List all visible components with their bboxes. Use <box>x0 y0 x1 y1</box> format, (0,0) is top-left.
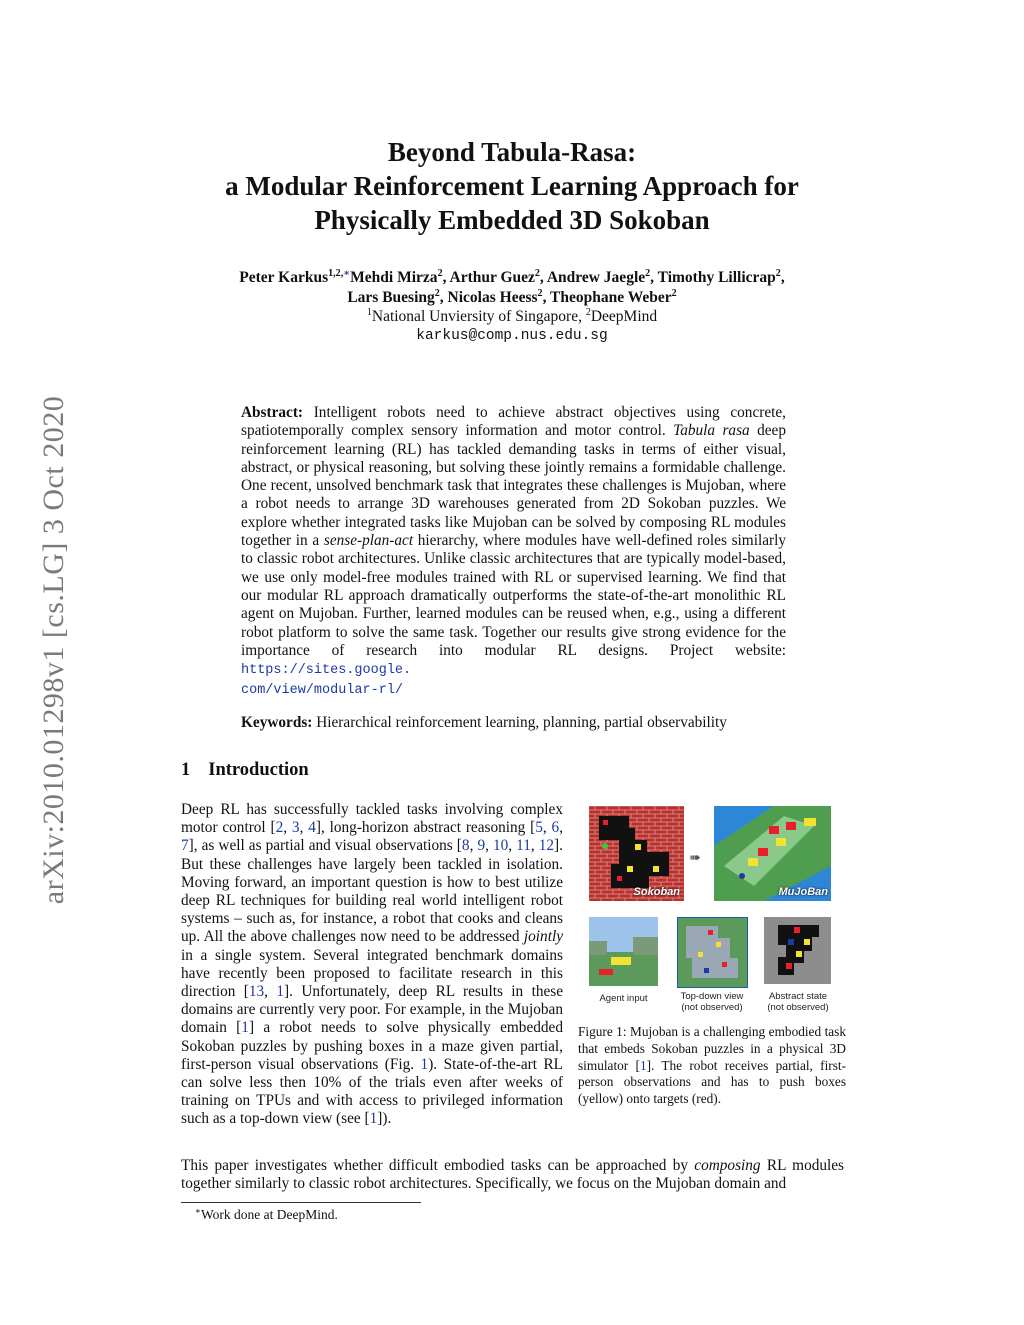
sep: , <box>283 819 292 837</box>
footnote-mark: ∗ <box>195 1205 201 1216</box>
abstract-text: Intelligent robots need to achieve abstract objectives using concrete, spatiotemporally complex sensory information and motor control. <box>241 404 786 440</box>
intro-emphasis: jointly <box>523 928 563 946</box>
agent-input-image <box>589 917 658 986</box>
author-sup: 2 <box>434 287 440 299</box>
intro-text: ]). <box>377 1110 392 1128</box>
affiliation-1: National Unviersity of Singapore, <box>371 308 586 325</box>
citation-link[interactable]: 13 <box>248 983 265 1001</box>
citation-link[interactable]: 1 <box>241 1019 249 1037</box>
keywords-label: Keywords: <box>241 714 313 731</box>
citation-link[interactable]: 8 <box>461 837 470 855</box>
citation-link[interactable]: 9 <box>477 837 486 855</box>
figure-link[interactable]: 1 <box>420 1055 429 1073</box>
paper-title-line-2: a Modular Reinforcement Learning Approach for <box>225 171 799 201</box>
figure-1 <box>578 800 848 1020</box>
agent-input-panel <box>589 917 658 986</box>
figure-caption <box>578 1024 846 1108</box>
caption-text: ]. The robot receives partial, first-person observations and has to push boxes (yellow) onto targets (red). <box>578 1057 846 1107</box>
authors-line-2: Lars Buesing$^2$, Nicolas Heess$^2$, Theophane Weber$^2$ <box>347 287 677 306</box>
agent-input-label: Agent input <box>599 993 648 1004</box>
abstract-label-2: (not observed) <box>767 1002 829 1013</box>
abstract <box>241 404 786 701</box>
footnote-text: Work done at DeepMind. <box>200 1207 338 1222</box>
intro-text: in a single system. Several integrated benchmark domains have recently been proposed to facilitate research in this direction [ <box>181 946 563 1001</box>
author-name: Arthur Guez <box>449 269 535 286</box>
intro-text: Deep RL has successfully tackled tasks involving complex motor control [ <box>181 801 563 837</box>
affiliations <box>0 307 1024 326</box>
url-part-1[interactable]: https://sites.google. <box>241 663 412 679</box>
author-sup: 2 <box>645 267 651 279</box>
intro-text: ]. But these challenges have largely been tackled in isolation. Moving forward, an important question is how to best utilize deep RL techniques for building real world intelligent robot systems – such as, for instance, a robot that cooks and cleans up. All the above challenges now need to be addressed <box>181 837 563 946</box>
arxiv-identifier: arXiv:2010.01298v1 [cs.LG] 3 Oct 2020 <box>37 395 70 905</box>
author-sup: 2 <box>534 267 540 279</box>
sep: , <box>485 837 493 855</box>
author-name: Mehdi Mirza <box>350 269 438 286</box>
intro-paragraph <box>181 801 563 1129</box>
sep: , <box>469 837 478 855</box>
abstract-emphasis: sense-plan-act <box>323 532 414 550</box>
keywords <box>241 714 801 732</box>
author-sup: 2 <box>437 267 443 279</box>
intro-text: ] a robot needs to solve physically embedded Sokoban puzzles by pushing boxes in a maze given partial, first-person visual observations (Fig. <box>181 1019 563 1073</box>
sep: , <box>264 983 277 1001</box>
abstract-state-panel <box>764 917 831 984</box>
arxiv-sidebar <box>34 370 74 930</box>
author-name: Lars Buesing <box>347 289 435 306</box>
section-number: 1 <box>181 760 191 780</box>
citation-link[interactable]: 4 <box>308 819 316 837</box>
footnote-star[interactable]: ∗ <box>343 267 351 279</box>
affil-sup: 2 <box>585 306 591 318</box>
paper-title-line-1: Beyond Tabula-Rasa: <box>387 137 637 167</box>
section-heading <box>181 760 309 781</box>
caption-prefix: Figure 1: <box>578 1024 627 1039</box>
author-sup: 2 <box>671 287 677 299</box>
citation-link[interactable]: 1 <box>276 983 285 1001</box>
section-title: Introduction <box>208 760 309 780</box>
sep: , <box>299 819 309 837</box>
abstract-label-1: Abstract state <box>768 991 828 1002</box>
author-name: Nicolas Heess <box>447 289 538 306</box>
continuation-paragraph <box>181 1157 844 1193</box>
topdown-image <box>678 918 747 987</box>
abstract-text: hierarchy, where modules have well-defined roles similarly to classic robot architectures. Unlike classic architectures that are typically model-based, we use only model-free modules trained with RL or supervised learning. We find that our modular RL approach dramatically outperforms the state-of-the-art monolithic RL agent on Mujoban. Further, learned modules can be reused when, e.g., using a different robot platform to solve the same task. Together our results give strong evidence for the importance of research into modular RL designs. Project website: <box>241 532 786 659</box>
topdown-panel <box>677 917 748 988</box>
body-text: This paper investigates whether difficult embodied tasks can be approached by <box>181 1157 688 1174</box>
citation-link[interactable]: 12 <box>538 837 555 855</box>
mujoban-tag: MuJoBan <box>778 886 828 898</box>
author-name: Peter Karkus <box>239 269 329 286</box>
sep: , <box>508 837 517 855</box>
body-emphasis: composing <box>694 1157 761 1174</box>
citation-link[interactable]: 5 <box>535 819 543 837</box>
abstract-text: deep reinforcement learning (RL) has tackled demanding tasks in terms of either visual, abstract, or physical reasoning, but solving these jointly remains a formidable challenge. One recent, unsolved benchmark task that integrates these challenges is Mujoban, where a robot needs to arrange 3D warehouses generated from 2D Sokoban puzzles. We explore whether integrated tasks like Mujoban can be solved by composing RL modules together in a <box>241 422 786 550</box>
author-sup: 1,2, <box>328 267 344 279</box>
intro-text: ], long-horizon abstract reasoning [ <box>315 819 536 837</box>
paper-title-line-3: Physically Embedded 3D Sokoban <box>314 205 710 235</box>
footnote <box>195 1207 338 1223</box>
author-name: Theophane Weber <box>550 289 672 306</box>
author-name: Timothy Lillicrap <box>657 269 776 286</box>
sokoban-panel <box>589 806 684 901</box>
sep: , <box>559 819 564 837</box>
author-sup: 2 <box>775 267 781 279</box>
keywords-text: Hierarchical reinforcement learning, planning, partial observability <box>316 714 727 731</box>
author-name: Andrew Jaegle <box>546 269 646 286</box>
author-sup: 2 <box>537 287 543 299</box>
abstract-state-image <box>764 917 831 984</box>
intro-text: ]. Unfortunately, deep RL results in these domains are currently very poor. For example, in the Mujoban domain [ <box>181 983 564 1037</box>
intro-text: ], as well as partial and visual observations [ <box>188 837 462 855</box>
affil-sup: 1 <box>366 306 372 318</box>
arrow-icon: ➠ <box>689 850 701 866</box>
sep: , <box>530 837 539 855</box>
abstract-emphasis: Tabula rasa <box>673 422 750 440</box>
url-part-2[interactable]: com/view/modular-rl/ <box>241 683 404 699</box>
topdown-label-2: (not observed) <box>681 1002 743 1013</box>
body-text: RL modules together similarly to classic robot architectures. Specifically, we focus on the Mujoban domain and <box>181 1157 845 1193</box>
caption-text: Mujoban is a challenging embodied task that embeds Sokoban puzzles in a physical 3D simulator [ <box>578 1024 846 1073</box>
citation-link[interactable]: 11 <box>516 837 531 855</box>
citation-link[interactable]: 1 <box>639 1057 647 1073</box>
authors-line-1: Peter Karkus$^{1,2,∗}$Mehdi Mirza$^2$, Arthur Guez$^2$, Andrew Jaegle$^2$, Timothy Lillicrap$^2$, <box>239 267 785 286</box>
sokoban-tag: Sokoban <box>633 886 680 898</box>
footnote-rule <box>181 1202 421 1203</box>
citation-link[interactable]: 6 <box>551 819 560 837</box>
topdown-label-1: Top-down view <box>680 991 744 1002</box>
citation-link[interactable]: 7 <box>181 837 189 855</box>
sep: , <box>542 819 552 837</box>
mujoban-panel <box>714 806 831 901</box>
project-website-link[interactable] <box>241 663 411 698</box>
citation-link[interactable]: 10 <box>492 837 509 855</box>
topdown-label <box>668 991 756 1013</box>
citation-link[interactable]: 2 <box>275 819 284 837</box>
abstract-label: Abstract: <box>241 404 304 421</box>
citation-link[interactable]: 1 <box>369 1110 378 1128</box>
intro-text: ). State-of-the-art RL can solve less then 10% of the trials even after weeks of training on TPUs and with access to privileged information such as a top-down view (see [ <box>181 1055 563 1128</box>
affiliation-2: DeepMind <box>590 308 658 325</box>
citation-link[interactable]: 3 <box>291 819 300 837</box>
author-email[interactable]: karkus@comp.nus.edu.sg <box>416 328 608 344</box>
abstract-label <box>754 991 842 1013</box>
